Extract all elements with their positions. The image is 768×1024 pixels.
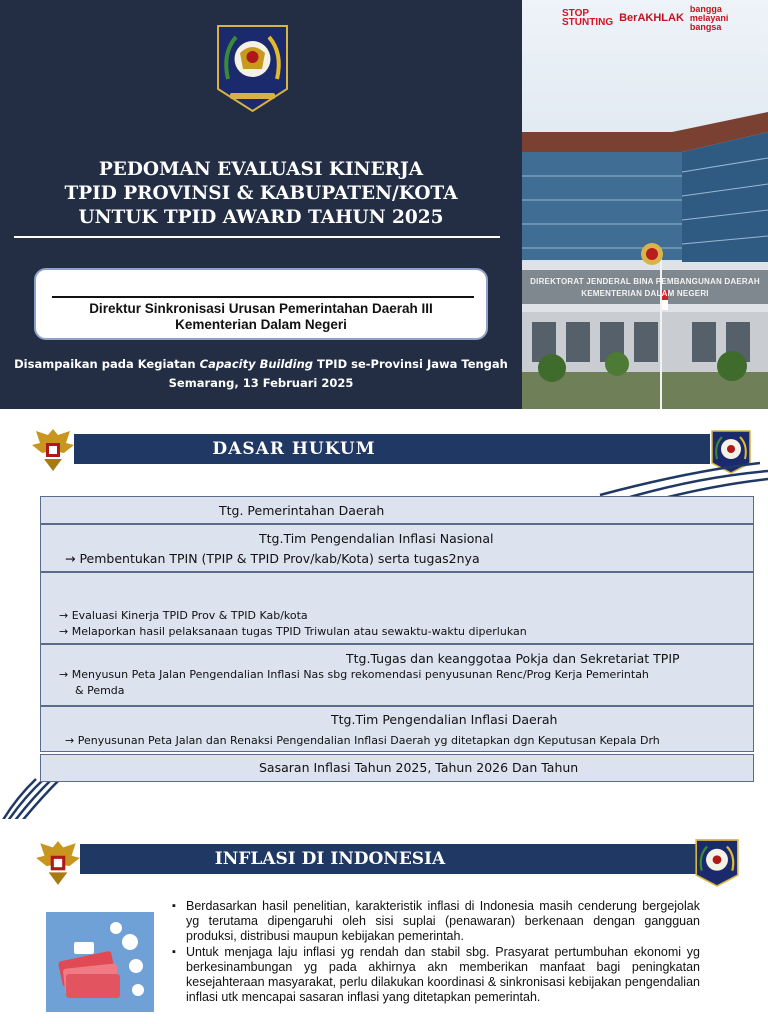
place-date: Semarang, 13 Februari 2025: [168, 376, 354, 390]
event-prefix: Disampaikan pada Kegiatan: [14, 357, 200, 371]
bullet-item: ▪ Berdasarkan hasil penelitian, karakteristik inflasi di Indonesia masih cenderung bergejolak yg terutama dipengaruhi oleh sisi suplai (penawaran) berkenaan dengan gangguan produksi, distribusi maupun kebijakan pemerintah.: [172, 899, 700, 945]
row-detail: & Pemda: [75, 684, 125, 697]
row-title: Ttg.Tugas dan keanggotaa Pokja dan Sekretariat TPIP: [346, 651, 680, 666]
title-line: TPID PROVINSI & KABUPATEN/KOTA: [64, 183, 458, 204]
row-title: Ttg.Tim Pengendalian Inflasi Nasional: [259, 531, 494, 546]
legal-basis-row: [40, 754, 754, 782]
event-italic: Capacity Building: [199, 357, 314, 371]
berakhlak-logo: BerAKHLAK: [619, 12, 684, 24]
presenter-org: Kementerian Dalam Negeri: [175, 317, 347, 332]
dasar-hukum-slide: [0, 409, 768, 819]
garuda-pancasila-icon: [34, 837, 82, 887]
presenter-name-line: [52, 296, 474, 298]
bangga-melayani-bangsa-logo: [690, 5, 729, 32]
row-detail: → Menyusun Peta Jalan Pengendalian Inflasi Nas sbg rekomendasi penyusunan Renc/Prog Kerja Pemerintah: [59, 668, 649, 681]
program-logos: [522, 0, 768, 36]
section-heading: DASAR HUKUM: [212, 439, 376, 459]
kemendagri-emblem-icon: [694, 837, 740, 889]
legal-basis-row: [40, 706, 754, 752]
row-detail: → Penyusunan Peta Jalan dan Renaksi Pengendalian Inflasi Daerah yg ditetapkan dgn Keputusan Kepala Drh: [65, 734, 660, 747]
row-detail: → Pembentukan TPIN (TPIP & TPID Prov/kab/Kota) serta tugas2nya: [65, 551, 480, 566]
stop-logo-text: STOP: [562, 8, 590, 19]
legal-basis-row: [40, 524, 754, 572]
inflation-illustration: [46, 912, 154, 1012]
slide-title: [0, 158, 522, 230]
bangga-logo-line: bangsa: [689, 21, 722, 32]
inflation-bullet-list: [172, 899, 700, 1005]
event-suffix: TPID se-Provinsi Jawa Tengah: [313, 357, 508, 371]
legal-basis-row: [40, 572, 754, 644]
event-info: [0, 355, 522, 393]
row-detail: → Melaporkan hasil pelaksanaan tugas TPID Triwulan atau sewaktu-waktu diperlukan: [59, 625, 527, 638]
kemendagri-emblem-icon: [214, 23, 291, 113]
presenter-title: Direktur Sinkronisasi Urusan Pemerintahan Daerah III: [89, 301, 433, 316]
title-line: UNTUK TPID AWARD TAHUN 2025: [78, 207, 444, 228]
presenter-info: [36, 301, 486, 333]
legal-basis-row: [40, 644, 754, 706]
building-sign: [522, 276, 768, 300]
row-detail: → Evaluasi Kinerja TPID Prov & TPID Kab/kota: [59, 609, 308, 622]
event-line: [0, 355, 522, 374]
building-sign-line: DIREKTORAT JENDERAL BINA PEMBANGUNAN DAERAH: [530, 277, 760, 286]
stunting-logo-text: STUNTING: [562, 17, 614, 28]
building-photo-image: [522, 0, 768, 409]
title-slide: [0, 0, 768, 409]
inflasi-slide: [0, 819, 768, 1024]
row-title: Ttg.Tim Pengendalian Inflasi Daerah: [331, 712, 558, 727]
legal-basis-row: [40, 496, 754, 524]
section-heading: INFLASI DI INDONESIA: [214, 849, 446, 869]
building-sign-line: KEMENTERIAN DALAM NEGERI: [581, 289, 709, 298]
title-panel: [0, 0, 522, 409]
row-title: Ttg. Pemerintahan Daerah: [219, 503, 385, 518]
title-divider: [14, 236, 500, 238]
title-line: PEDOMAN EVALUASI KINERJA: [98, 159, 424, 180]
presenter-box: [34, 268, 488, 340]
bangga-logo-line: bangga: [689, 3, 722, 14]
building-photo: [522, 0, 768, 409]
row-title: Sasaran Inflasi Tahun 2025, Tahun 2026 Dan Tahun: [259, 760, 579, 775]
bangga-logo-line: melayani: [689, 12, 729, 23]
money-stack-icon: [46, 912, 154, 1012]
stop-stunting-logo: [562, 9, 613, 27]
bullet-item: ▪ Untuk menjaga laju inflasi yg rendah dan stabil sbg. Prasyarat pertumbuhan ekonomi yg berkesinambungan yg pada akhirnya akn memberikan manfaat bagi peningkatan kesejahteraan masyarakat, perlu dilakukan koordinasi & sinkronisasi kebijakan pengendalian inflasi utk mencapai sasaran inflasi yang ditetapkan pemerintah.: [172, 945, 700, 1006]
